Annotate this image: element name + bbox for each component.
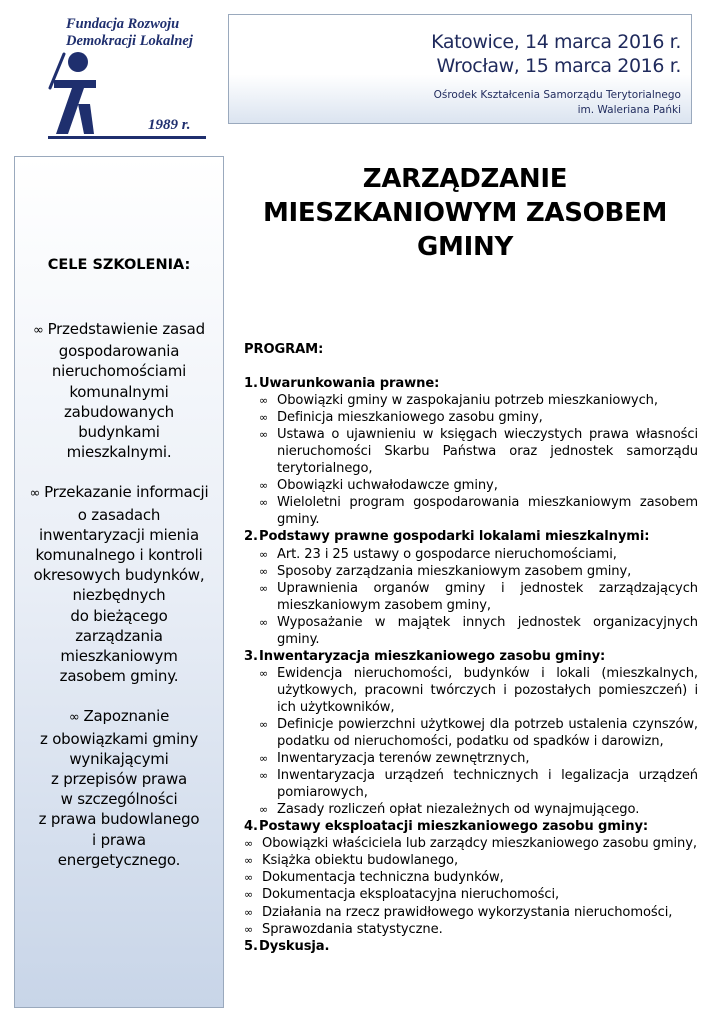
training-goal-text: Zapoznanie	[83, 707, 170, 726]
training-goal-line	[23, 626, 215, 646]
infinity-bullet-icon: ∞	[68, 710, 84, 726]
training-goal-line	[23, 830, 215, 850]
program-item-text: Ewidencja nieruchomości, budynków i lokali (mieszkalnych, użytkowych, pracowni twórczych i pozostałych pomieszczeń) i ich użytkowników,	[277, 665, 698, 715]
training-goal-item	[23, 482, 215, 686]
program-item-text: Art. 23 i 25 ustawy o gospodarce nieruchomościami,	[277, 546, 617, 562]
program-section-block	[244, 938, 698, 955]
program-item-text: Obowiązki właściciela lub zarządcy mieszkaniowego zasobu gminy,	[262, 836, 697, 852]
training-goal-text: zabudowanych	[64, 402, 174, 421]
section-number: 1.	[244, 376, 258, 392]
training-goal-text: w szczególności	[60, 790, 178, 809]
running-figure-icon	[48, 48, 118, 138]
program-item	[244, 426, 698, 477]
infinity-bullet-icon: ∞	[259, 717, 269, 731]
program-item	[244, 869, 698, 886]
training-goal-line	[23, 525, 215, 545]
event-header-box	[228, 14, 692, 124]
program-section	[244, 341, 698, 955]
program-section-title	[244, 528, 698, 545]
document-title-line3: GMINY	[417, 232, 513, 262]
program-item	[244, 886, 698, 903]
program-item	[244, 563, 698, 580]
program-section-title	[244, 375, 698, 392]
event-date-wroclaw: Wrocław, 15 marca 2016 r.	[436, 55, 681, 77]
logo-underline	[48, 136, 206, 139]
training-goal-line	[23, 545, 215, 565]
program-item	[244, 801, 698, 818]
section-title-text: Postawy eksploatacji mieszkaniowego zasobu gminy:	[259, 819, 649, 835]
training-goal-line	[23, 565, 215, 585]
training-goal-text: niezbędnych	[72, 586, 166, 605]
document-title	[232, 162, 698, 264]
infinity-bullet-icon: ∞	[259, 428, 269, 442]
infinity-bullet-icon: ∞	[33, 323, 48, 338]
training-goal-line	[23, 341, 215, 361]
program-item	[244, 767, 698, 801]
program-item	[244, 904, 698, 921]
program-item	[244, 392, 698, 409]
infinity-bullet-icon: ∞	[244, 922, 254, 936]
program-item	[244, 477, 698, 494]
institution-name: Ośrodek Kształcenia Samorządu Terytorialnego	[433, 89, 681, 101]
infinity-bullet-icon: ∞	[259, 394, 269, 408]
infinity-bullet-icon: ∞	[259, 547, 269, 561]
section-title-text: Inwentaryzacja mieszkaniowego zasobu gminy:	[259, 648, 606, 664]
program-item-text: Sposoby zarządzania mieszkaniowym zasobem gminy,	[277, 563, 632, 579]
program-item-text: Wieloletni program gospodarowania mieszkaniowym zasobem gminy.	[277, 495, 698, 528]
program-label: PROGRAM:	[244, 342, 324, 357]
training-goal-line	[23, 606, 215, 626]
infinity-bullet-icon: ∞	[259, 411, 269, 425]
infinity-bullet-icon: ∞	[259, 564, 269, 578]
program-item	[244, 580, 698, 614]
program-item-text: Książka obiektu budowlanego,	[262, 853, 459, 869]
training-goal-text: i prawa	[92, 830, 146, 849]
program-item-text: Wyposażanie w majątek innych jednostek organizacyjnych gminy.	[277, 614, 698, 647]
program-item	[244, 614, 698, 648]
program-item	[244, 835, 698, 852]
section-number: 2.	[244, 529, 258, 545]
program-item-text: Działania na rzecz prawidłowego wykorzystania nieruchomości,	[262, 904, 673, 920]
training-goal-item	[23, 706, 215, 870]
training-goals-list	[23, 319, 215, 890]
program-item-text: Uprawnienia organów gminy i jednostek zarządzających mieszkaniowym zasobem gminy,	[277, 580, 698, 613]
infinity-bullet-icon: ∞	[244, 837, 254, 851]
program-item-text: Inwentaryzacja urządzeń technicznych i legalizacja urządzeń pomiarowych,	[277, 768, 698, 801]
training-goal-line	[23, 646, 215, 666]
program-item	[244, 750, 698, 767]
program-item	[244, 716, 698, 750]
program-item-text: Obowiązki gminy w zaspokajaniu potrzeb mieszkaniowych,	[277, 393, 658, 409]
program-section-title	[244, 648, 698, 665]
training-goal-line	[23, 505, 215, 525]
training-goal-text: zarządzania	[75, 626, 163, 645]
training-goal-text: komunalnymi	[69, 382, 169, 401]
program-item-text: Dokumentacja techniczna budynków,	[262, 870, 504, 886]
infinity-bullet-icon: ∞	[259, 581, 269, 595]
event-date-katowice: Katowice, 14 marca 2016 r.	[431, 31, 681, 53]
training-goal-line	[23, 361, 215, 381]
training-goal-text: Przekazanie informacji	[44, 483, 209, 502]
program-sections	[244, 375, 698, 955]
training-goal-text: z przepisów prawa	[50, 770, 188, 789]
training-goals-heading: CELE SZKOLENIA:	[47, 257, 191, 273]
foundation-year: 1989 r.	[148, 117, 191, 133]
training-goal-line	[23, 850, 215, 870]
infinity-bullet-icon: ∞	[244, 854, 254, 868]
training-goal-text: zasobem gminy.	[59, 667, 179, 686]
training-goal-text: Przedstawienie zasad	[47, 320, 205, 338]
document-title-line1: ZARZĄDZANIE	[362, 164, 568, 194]
infinity-bullet-icon: ∞	[259, 479, 269, 493]
program-item	[244, 665, 698, 716]
training-goal-text: do bieżącego	[70, 606, 168, 625]
infinity-bullet-icon: ∞	[244, 888, 254, 902]
program-section-block	[244, 528, 698, 647]
section-number: 3.	[244, 648, 258, 664]
program-item	[244, 852, 698, 869]
training-goal-line	[23, 706, 215, 728]
program-section-title	[244, 938, 698, 955]
infinity-bullet-icon: ∞	[259, 769, 269, 783]
training-goal-text: z prawa budowlanego	[38, 810, 200, 829]
program-item	[244, 921, 698, 938]
program-item-text: Ustawa o ujawnieniu w księgach wieczystych prawa własności nieruchomości Skarbu Państwa oraz jednostek samorządu terytorialnego,	[277, 427, 698, 477]
section-number: 5.	[244, 938, 258, 954]
program-item-text: Dokumentacja eksploatacyjna nieruchomości,	[262, 887, 560, 903]
infinity-bullet-icon: ∞	[244, 905, 254, 919]
section-title-text: Dyskusja.	[259, 938, 330, 954]
infinity-bullet-icon: ∞	[29, 486, 45, 502]
program-section-block	[244, 375, 698, 528]
training-goal-line	[23, 382, 215, 402]
training-goals-sidebar	[14, 156, 224, 1008]
training-goal-text: mieszkalnymi.	[66, 443, 172, 462]
infinity-bullet-icon: ∞	[259, 752, 269, 766]
training-goal-text: okresowych budynków,	[33, 566, 205, 585]
training-goal-text: gospodarowania	[58, 342, 180, 361]
training-goal-line	[23, 729, 215, 749]
training-goal-line	[23, 749, 215, 769]
program-item	[244, 409, 698, 426]
section-title-text: Podstawy prawne gospodarki lokalami mieszkalnymi:	[259, 529, 650, 545]
training-goal-line	[23, 585, 215, 605]
program-section-title	[244, 818, 698, 835]
training-goal-text: mieszkaniowym	[60, 647, 178, 666]
program-item	[244, 546, 698, 563]
program-item-text: Definicja mieszkaniowego zasobu gminy,	[277, 410, 543, 426]
program-section-block	[244, 648, 698, 818]
training-goal-line	[23, 402, 215, 422]
section-title-text: Uwarunkowania prawne:	[259, 376, 440, 392]
infinity-bullet-icon: ∞	[259, 803, 269, 817]
infinity-bullet-icon: ∞	[259, 666, 269, 680]
infinity-bullet-icon: ∞	[259, 615, 269, 629]
training-goal-line	[23, 482, 215, 504]
institution-patron: im. Waleriana Pańki	[577, 104, 681, 116]
training-goal-text: energetycznego.	[57, 850, 181, 869]
program-section-block	[244, 818, 698, 937]
program-item-text: Zasady rozliczeń opłat niezależnych od wynajmującego.	[277, 802, 640, 818]
training-goal-line	[23, 422, 215, 442]
program-item-text: Sprawozdania statystyczne.	[262, 921, 443, 937]
training-goal-text: o zasadach	[77, 505, 161, 524]
document-title-line2: MIESZKANIOWYM ZASOBEM	[262, 198, 668, 228]
foundation-name	[66, 16, 193, 50]
training-goal-line	[23, 666, 215, 686]
program-item	[244, 494, 698, 528]
training-goal-line	[23, 789, 215, 809]
program-item-text: Obowiązki uchwałodawcze gminy,	[277, 478, 498, 494]
training-goal-text: wynikającymi	[69, 749, 169, 768]
program-item-text: Inwentaryzacja terenów zewnętrznych,	[277, 751, 530, 767]
training-goal-line	[23, 809, 215, 829]
training-goal-text: budynkami	[78, 423, 160, 442]
training-goal-item	[23, 319, 215, 462]
training-goal-text: komunalnego i kontroli	[35, 546, 203, 565]
foundation-name-line1: Fundacja Rozwoju	[66, 16, 180, 32]
infinity-bullet-icon: ∞	[259, 496, 269, 510]
training-goal-line	[23, 319, 215, 341]
training-goal-line	[23, 442, 215, 462]
training-goal-text: inwentaryzacji mienia	[39, 525, 199, 544]
program-item-text: Definicje powierzchni użytkowej dla potrzeb ustalenia czynszów, podatku od nieruchomości, podatku od spadków i darowizn,	[277, 716, 698, 750]
training-goal-text: nieruchomościami	[51, 362, 187, 381]
training-goal-text: z obowiązkami gminy	[39, 729, 199, 748]
section-number: 4.	[244, 819, 258, 835]
foundation-logo	[48, 14, 208, 144]
infinity-bullet-icon: ∞	[244, 871, 254, 885]
training-goal-line	[23, 769, 215, 789]
foundation-name-line2: Demokracji Lokalnej	[66, 33, 193, 49]
